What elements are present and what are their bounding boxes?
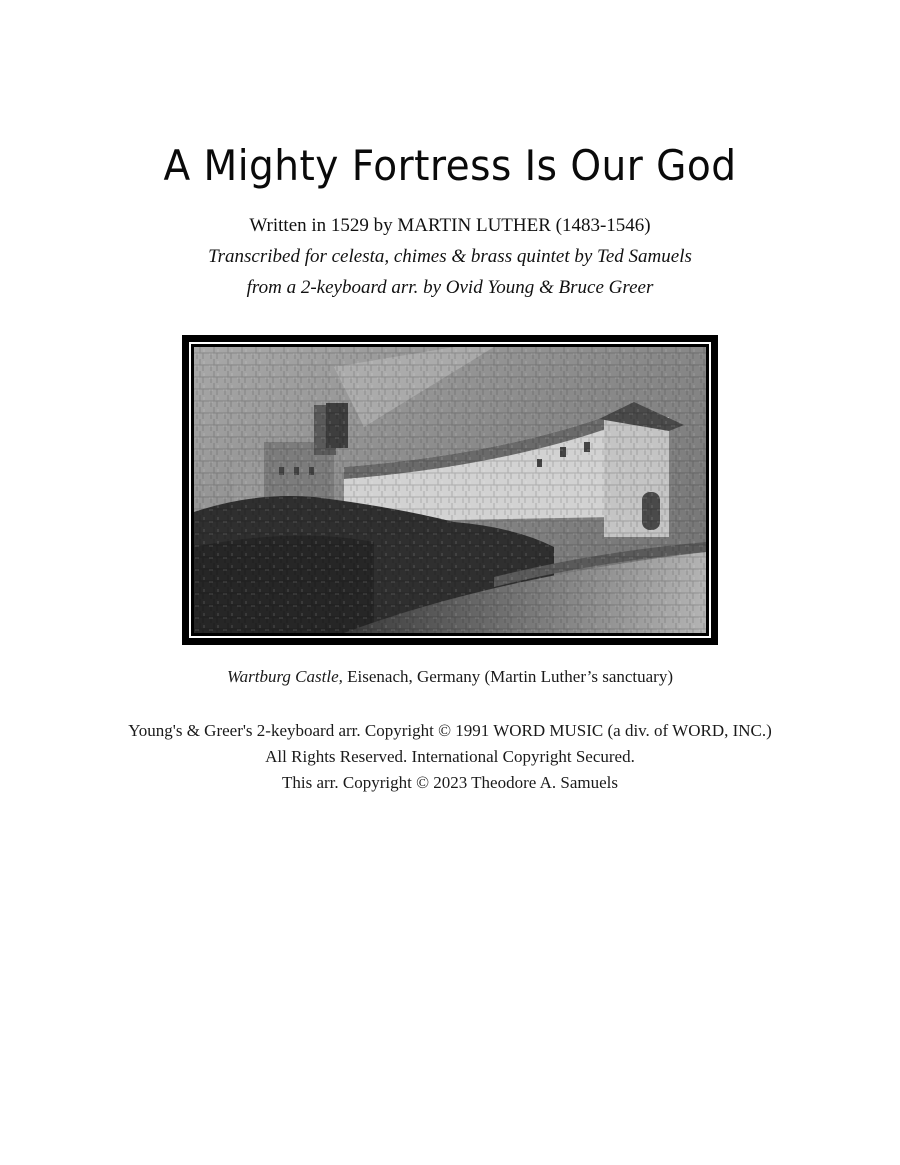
photo-caption xyxy=(0,666,900,688)
transcriber-credit: Transcribed for celesta, chimes & brass quintet by Ted Samuels xyxy=(208,246,692,267)
copyright-block xyxy=(0,718,900,796)
caption-place-name: Wartburg Castle, xyxy=(227,667,343,686)
copyright-arrangement: This arr. Copyright © 2023 Theodore A. Samuels xyxy=(281,773,619,792)
caption-location: Eisenach, Germany (Martin Luther’s sanctuary) xyxy=(342,667,673,686)
copyright-original: Young's & Greer's 2-keyboard arr. Copyright © 1991 WORD MUSIC (a div. of WORD, INC.) xyxy=(128,721,772,740)
page-title: A Mighty Fortress Is Our God xyxy=(163,141,737,191)
photo-frame xyxy=(182,335,718,645)
credits-block xyxy=(0,210,900,303)
rights-reserved: All Rights Reserved. International Copyright Secured. xyxy=(265,747,635,766)
castle-photo xyxy=(194,347,706,633)
composer-credit: Written in 1529 by MARTIN LUTHER (1483-1546) xyxy=(249,215,651,236)
arrangement-credit: from a 2-keyboard arr. by Ovid Young & Bruce Greer xyxy=(246,277,654,298)
